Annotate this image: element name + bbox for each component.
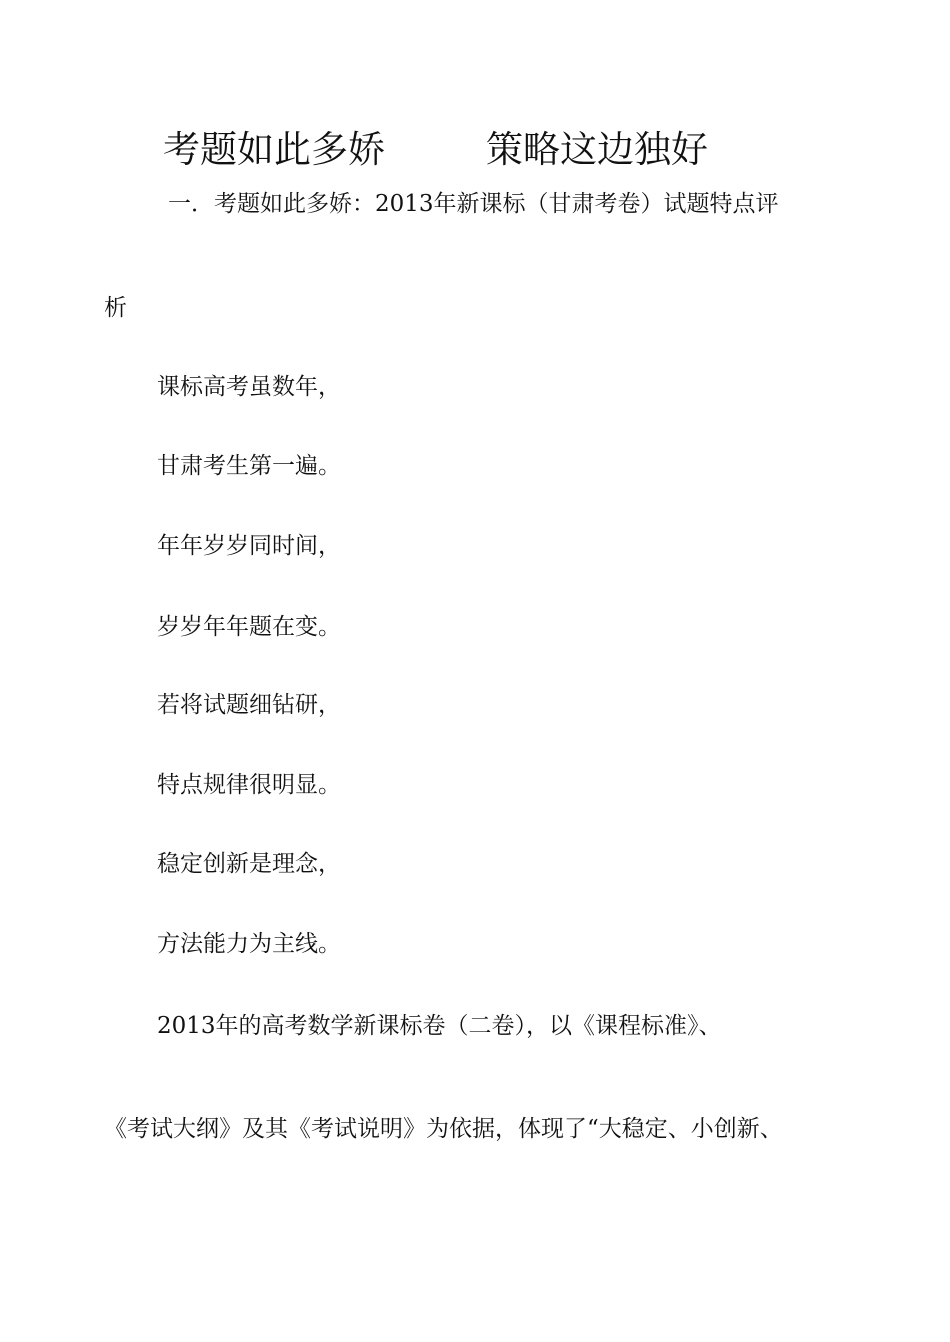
document-title (0, 122, 950, 178)
poem-line: 甘肃考生第一遍。 (157, 453, 341, 479)
poem-line: 方法能力为主线。 (157, 931, 341, 957)
poem-line: 课标高考虽数年， (157, 374, 341, 400)
poem-line: 若将试题细钻研， (157, 692, 341, 718)
poem-line: 稳定创新是理念， (157, 851, 341, 877)
title-part-2: 策略这边独好 (486, 128, 708, 171)
section-heading-tail: 析 (104, 295, 127, 321)
poem-line: 特点规律很明显。 (157, 772, 341, 798)
paragraph-line-2: 《考试大纲》及其《考试说明》为依据，体现了“大稳定、小创新、 (104, 1116, 783, 1142)
title-part-1: 考题如此多娇 (163, 128, 385, 171)
poem-line: 年年岁岁同时间， (157, 533, 341, 559)
paragraph-line-1: 2013年的高考数学新课标卷（二卷），以《课程标准》、 (157, 1013, 722, 1039)
poem-line: 岁岁年年题在变。 (157, 614, 341, 640)
section-heading: 一．考题如此多娇：2013年新课标（甘肃考卷）试题特点评 (168, 191, 779, 217)
